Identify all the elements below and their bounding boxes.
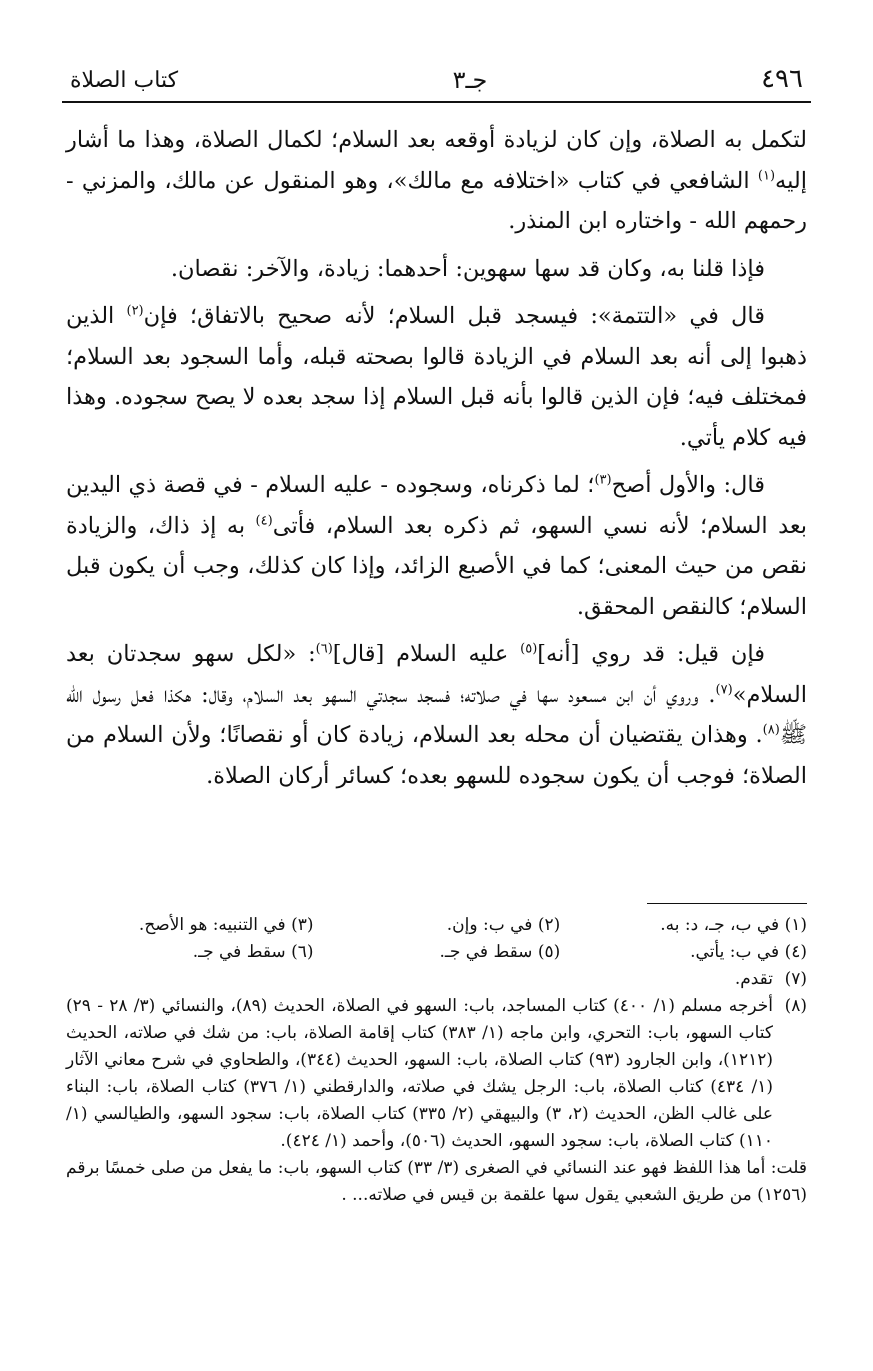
footnote-2: (٢) في ب: وإن. [446,915,561,935]
header-divider [62,101,811,103]
paragraph-1 [66,120,807,242]
footnote-1: (١) في ب، جـ، د: به. [660,915,807,935]
paragraph-3 [66,296,807,458]
footnote-5: (٥) سقط في جـ. [439,942,561,962]
footnote-ref-4: (٤) [255,513,273,528]
footnote-row-2 [66,939,807,966]
paragraph-5 [66,634,807,796]
text-run: فإن قيل: قد روي [أنه] [537,641,765,667]
book-title: كتاب الصلاة [70,68,179,93]
footnote-row-1 [66,912,807,939]
text-run: . وروي أن ابن مسعود سها في صلاته؛ فسجد سجدتي السهو بعد السلام، وقال: هكذا فعل رسول الله ﷺ [66,681,807,748]
footnote-ref-1: (١) [757,168,776,183]
paragraph-4 [66,465,807,627]
footnote-8 [66,993,807,1155]
footnote-ref-8: (٨) [762,722,780,738]
page-header [70,58,803,98]
text-run: . وهذان يقتضيان أن محله بعد السلام، زيادة كان أو نقصانًا؛ ولأن السلام من الصلاة؛ فوجب أن يكون سجوده للسهو بعده؛ كسائر أركان الصلاة. [66,722,807,789]
footnotes [66,912,807,1209]
text-run: قال: والأول أصح [611,472,765,498]
text-run: الذين ذهبوا إلى أنه بعد السلام في الزيادة قالوا بصحته قبله، وأما السجود بعد السلام؛ فمختلف فيه؛ فإن الذين قالوا بأنه قبل السلام إذا سجد بعده لا يصح سجوده. وهذا فيه كلام يأتي. [66,303,807,451]
footnote-4: (٤) في ب: يأتي. [690,942,807,962]
text-run: فإذا قلنا به، وكان قد سها سهوين: أحدهما: زيادة، والآخر: نقصان. [170,255,765,282]
footnote-ref-7: (٧) [715,682,733,697]
text-run: : «لكل سهو سجدتان بعد السلام» [66,641,807,708]
footnote-ref-5: (٥) [520,641,538,657]
footnote-ref-2: (٢) [126,303,144,319]
footnote-3: (٣) في التنبيه: هو الأصح. [138,915,314,935]
text-run: به إذ ذاك، والزيادة نقص من حيث المعنى؛ كما في الأصبع الزائد، وإذا كان كذلك، وجب أن يكون قبل السلام؛ كالنقص المحقق. [66,512,807,620]
text-run: الشافعي في كتاب «اختلافه مع مالك»، وهو المنقول عن مالك، والمزني - رحمهم الله - واختاره ابن المنذر. [66,167,807,234]
page-number: ٤٩٦ [761,64,803,94]
editor-note: قلت: أما هذا اللفظ فهو عند النسائي في الصغرى (٣/ ٣٣) كتاب السهو، باب: ما يفعل من صلى خمسًا برقم (١٢٥٦) من طريق الشعبي يقول سها علقمة بن قيس في صلاته... . [66,1158,807,1205]
paragraph-2 [66,249,807,290]
volume-label: جـ٣ [452,66,488,94]
footnote-8-text: أخرجه مسلم (١/ ٤٠٠) كتاب المساجد، باب: السهو في الصلاة، الحديث (٨٩)، والنسائي (٣/ ٢٨ - ٢٩) كتاب السهو، باب: التحري، وابن ماجه (١/ ٣٨٣) كتاب إقامة الصلاة، باب: من شك في صلاته، الحديث (١٢١٢)، وابن الجارود (٩٣) كتاب الصلاة، باب: السهو، الحديث (٣٤٤)، والطحاوي في شرح معاني الآثار (١/ ٤٣٤) كتاب الصلاة، باب: الرجل يشك في صلاته، والدارقطني (١/ ٣٧٦) كتاب الصلاة، باب: البناء على غالب الظن، الحديث (٢، ٣) والبيهقي (٢/ ٣٣٥) كتاب الصلاة، باب: سجود السهو، والطيالسي (١/ ١١٠) كتاب الصلاة، باب: سجود السهو، الحديث (٥٠٦)، وأحمد (١/ ٤٢٤). [66,996,773,1151]
footnote-7-text: تقدم. [734,969,773,989]
footnote-8-label: (٨) [784,996,807,1016]
text-run: قال في «التتمة»: فيسجد قبل السلام؛ لأنه صحيح بالاتفاق؛ فإن [143,303,765,329]
text-run: لتكمل به الصلاة، وإن كان لزيادة أوقعه بعد السلام؛ لكمال الصلاة، وهذا ما أشار إليه [66,127,807,194]
text-run: ؛ لما ذكرناه، وسجوده - عليه السلام - في قصة ذي اليدين بعد السلام؛ لأنه نسي السهو، ثم ذكره بعد السلام، فأتى [66,472,807,539]
footnote-7-label: (٧) [784,969,807,989]
footnote-ref-3: (٣) [594,472,612,488]
text-run: عليه السلام [قال] [332,641,521,667]
main-text [66,120,807,803]
footnote-ref-6: (٦) [315,641,333,657]
footnote-6: (٦) سقط في جـ. [192,942,314,962]
footnote-7 [66,966,807,993]
footnote-divider [647,903,807,904]
